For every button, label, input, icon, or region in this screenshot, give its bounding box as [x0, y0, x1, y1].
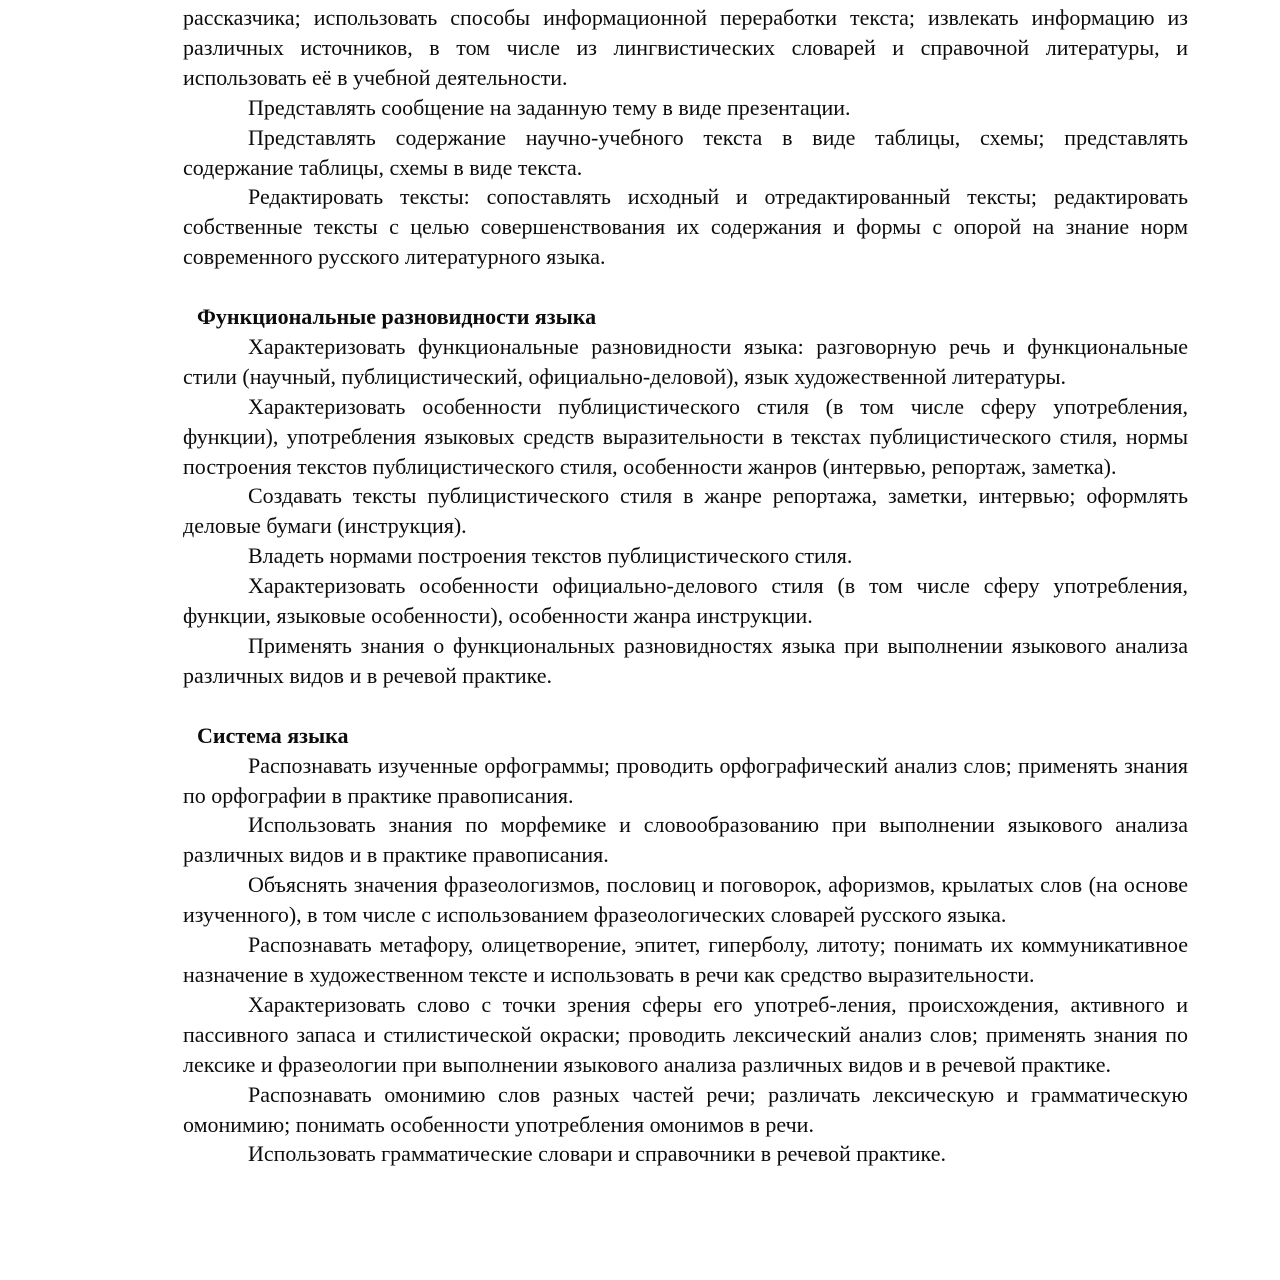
section-heading-functional-varieties: Функциональные разновидности языка — [197, 304, 597, 330]
paragraph: Характеризовать слово с точки зрения сферы его употреб-ления, происхождения, активного и пассивного запаса и стилистической окраски; проводить лексический анализ слов; применять знания по лексике и фразеологии при выполнении языкового анализа различных видов и в речевой практике. — [183, 991, 1188, 1077]
paragraph: Представлять содержание научно-учебного текста в виде таблицы, схемы; представлять содержание таблицы, схемы в виде текста. — [183, 124, 1188, 180]
paragraph: Использовать грамматические словари и справочники в речевой практике. — [248, 1141, 946, 1167]
paragraph: Использовать знания по морфемике и словообразованию при выполнении языкового анализа различных видов и в практике правописания. — [183, 812, 1188, 868]
paragraph-continuation: рассказчика; использовать способы информационной переработки текста; извлекать информацию из различных источников, в том числе из лингвистических словарей и справочной литературы, и использовать её в учебной деятельности. — [183, 5, 1188, 90]
paragraph: Распознавать омонимию слов разных частей речи; различать лексическую и грамматическую омонимию; понимать особенности употребления омонимов в речи. — [183, 1081, 1188, 1137]
paragraph: Распознавать метафору, олицетворение, эпитет, гиперболу, литоту; понимать их коммуникативное назначение в художественном тексте и использовать в речи как средство выразительности. — [183, 932, 1188, 987]
paragraph: Характеризовать особенности официально-делового стиля (в том числе сферу употребления, функции, языковые особенности), особенности жанра инструкции. — [183, 573, 1188, 629]
paragraph: Владеть нормами построения текстов публицистического стиля. — [248, 543, 853, 569]
paragraph: Создавать тексты публицистического стиля в жанре репортажа, заметки, интервью; оформлять деловые бумаги (инструкция). — [183, 483, 1188, 539]
paragraph: Характеризовать особенности публицистического стиля (в том числе сферу употребления, функции), употребления языковых средств выразительности в текстах публицистического стиля, нормы построения текстов публицистического стиля, особенности жанров (интервью, репортаж, заметка). — [183, 393, 1188, 479]
paragraph: Редактировать тексты: сопоставлять исходный и отредактированный тексты; редактировать собственные тексты с целью совершенствования их содержания и формы с опорой на знание норм современного русского литературного языка. — [183, 184, 1188, 270]
section-heading-language-system: Система языка — [197, 722, 349, 748]
paragraph: Объяснять значения фразеологизмов, пословиц и поговорок, афоризмов, крылатых слов (на основе изученного), в том числе с использованием фразеологических словарей русского языка. — [183, 872, 1188, 928]
paragraph: Применять знания о функциональных разновидностях языка при выполнении языкового анализа различных видов и в речевой практике. — [183, 633, 1188, 688]
paragraph: Распознавать изученные орфограммы; проводить орфографический анализ слов; применять знания по орфографии в практике правописания. — [183, 752, 1188, 808]
paragraph: Представлять сообщение на заданную тему в виде презентации. — [248, 94, 851, 120]
paragraph: Характеризовать функциональные разновидности языка: разговорную речь и функциональные стили (научный, публицистический, официально-деловой), язык художественной литературы. — [183, 333, 1188, 389]
